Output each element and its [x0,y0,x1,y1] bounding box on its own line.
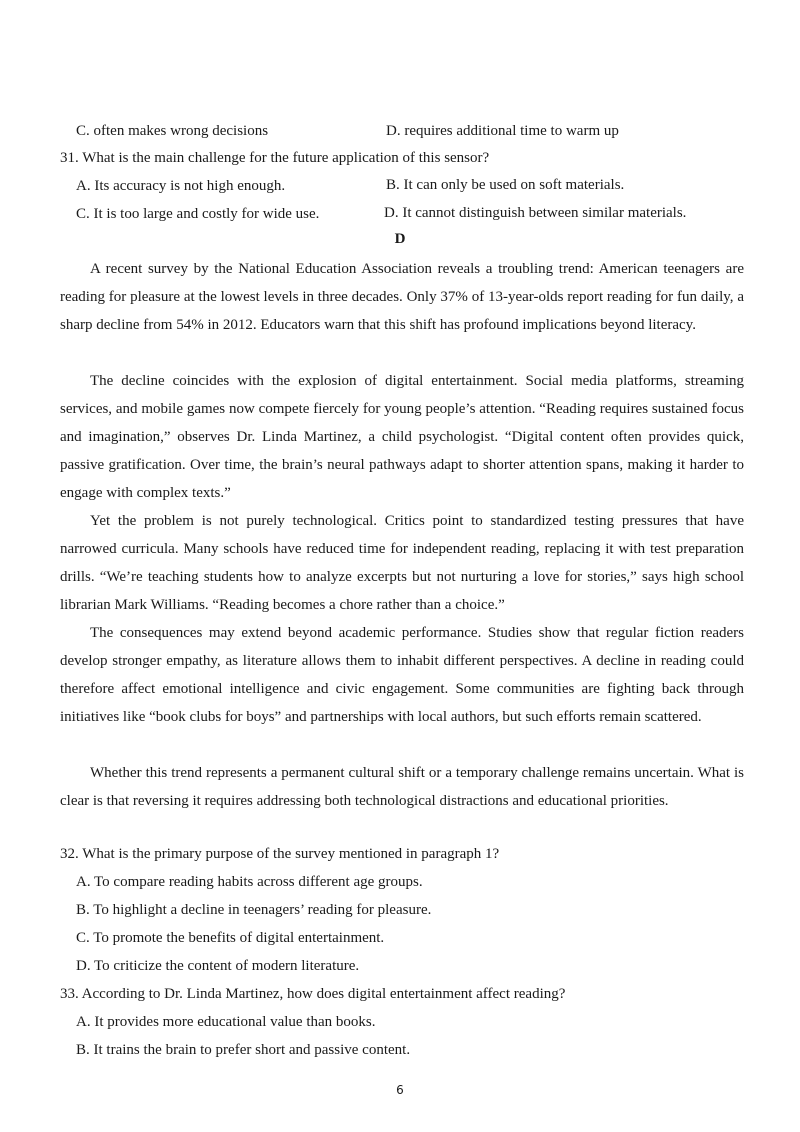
q31-option-b: B. It can only be used on soft materials. [386,177,625,193]
passage-paragraph-2: The decline coincides with the explosion of digital entertainment. Social media platforms, streaming services, and mobile games now compete fiercely for young people’s attention. “Reading requires sustained focus and imagination,” observes Dr. Linda Martinez, a child psychologist. “Digital content often provides quick, passive gratification. Over time, the brain’s neural pathways adapt to shorter attention spans, making it harder to engage with complex texts.” [60,373,744,501]
q32-option-b: B. To highlight a decline in teenagers’ reading for pleasure. [76,902,432,918]
q30-option-c: C. often makes wrong decisions [76,123,269,139]
passage-paragraph-1: A recent survey by the National Education Association reveals a troubling trend: American teenagers are reading for pleasure at the lowest levels in three decades. Only 37% of 13-year-olds report reading for fun daily, a sharp decline from 54% in 2012. Educators warn that this shift has profound implications beyond literacy. [60,261,744,333]
q30-option-d: D. requires additional time to warm up [386,123,619,139]
q33-option-b: B. It trains the brain to prefer short and passive content. [76,1042,411,1058]
passage-paragraph-4: The consequences may extend beyond academic performance. Studies show that regular fiction readers develop stronger empathy, as literature allows them to inhabit different perspectives. A decline in reading could therefore affect emotional intelligence and civic engagement. Some communities are fighting back through initiatives like “book clubs for boys” and partnerships with local authors, but such efforts remain scattered. [60,625,744,725]
q32-option-a: A. To compare reading habits across different age groups. [76,874,423,890]
page-number: 6 [396,1083,404,1097]
q33-option-a: A. It provides more educational value than books. [76,1014,376,1030]
q31-option-d: D. It cannot distinguish between similar materials. [384,205,687,221]
q31-stem: 31. What is the main challenge for the future application of this sensor? [60,150,490,166]
q32-option-d: D. To criticize the content of modern literature. [76,958,360,974]
passage-paragraph-3: Yet the problem is not purely technological. Critics point to standardized testing pressures that have narrowed curricula. Many schools have reduced time for independent reading, replacing it with test preparation drills. “We’re teaching students how to analyze excerpts but not nurturing a love for stories,” says high school librarian Mark Williams. “Reading becomes a chore rather than a choice.” [60,513,744,613]
q32-option-c: C. To promote the benefits of digital entertainment. [76,930,385,946]
q33-stem: 33. According to Dr. Linda Martinez, how does digital entertainment affect reading? [60,986,566,1002]
q31-option-a: A. Its accuracy is not high enough. [76,178,286,194]
passage-paragraph-5: Whether this trend represents a permanent cultural shift or a temporary challenge remains uncertain. What is clear is that reversing it requires addressing both technological distractions and educational priorities. [60,765,744,809]
q31-option-c: C. It is too large and costly for wide use. [76,206,320,222]
section-letter: D [394,231,406,247]
q32-stem: 32. What is the primary purpose of the survey mentioned in paragraph 1? [60,846,500,862]
